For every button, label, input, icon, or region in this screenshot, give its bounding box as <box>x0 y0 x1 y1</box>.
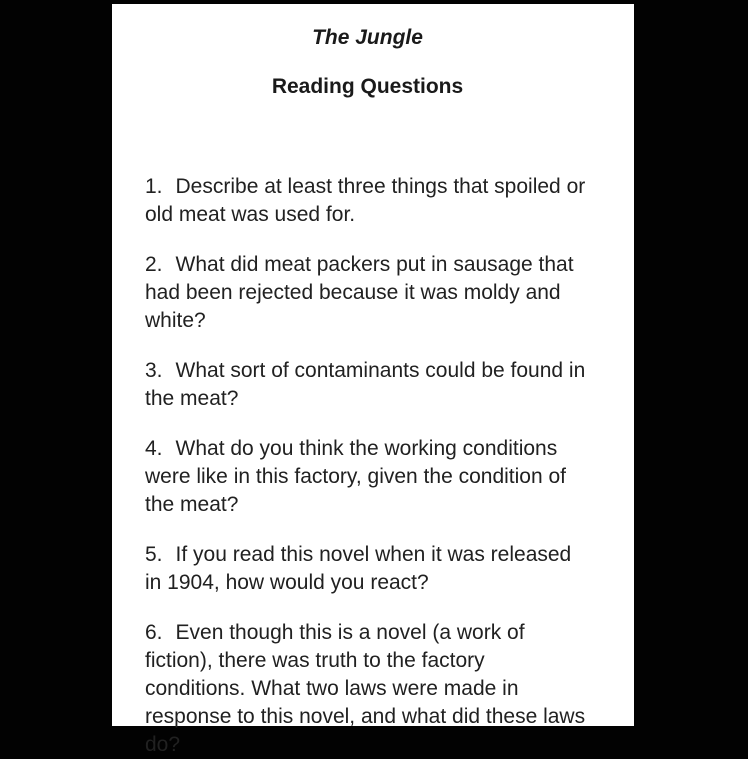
document-title: The Jungle <box>312 26 423 49</box>
question-item <box>145 619 590 759</box>
question-number: 5. <box>145 543 163 566</box>
question-text: What sort of contaminants could be found in the meat? <box>145 359 586 410</box>
question-item <box>145 541 590 597</box>
question-item <box>145 357 590 413</box>
document-page <box>112 4 634 756</box>
question-text: Describe at least three things that spoiled or old meat was used for. <box>145 175 586 226</box>
question-number: 4. <box>145 437 163 460</box>
question-text: If you read this novel when it was released in 1904, how would you react? <box>145 543 572 594</box>
question-text: What did meat packers put in sausage that had been rejected because it was moldy and white? <box>145 253 574 332</box>
question-number: 6. <box>145 621 163 644</box>
question-item <box>145 251 590 335</box>
question-number: 1. <box>145 175 163 198</box>
question-number: 3. <box>145 359 163 382</box>
questions-list <box>145 173 590 759</box>
question-number: 2. <box>145 253 163 276</box>
document-subtitle: Reading Questions <box>271 75 464 98</box>
question-item <box>145 173 590 229</box>
question-text: What do you think the working conditions were like in this factory, given the condition of the meat? <box>145 437 566 516</box>
question-item <box>145 435 590 519</box>
question-text: Even though this is a novel (a work of fiction), there was truth to the factory conditions. What two laws were made in response to this novel, and what did these laws do? <box>145 621 586 756</box>
